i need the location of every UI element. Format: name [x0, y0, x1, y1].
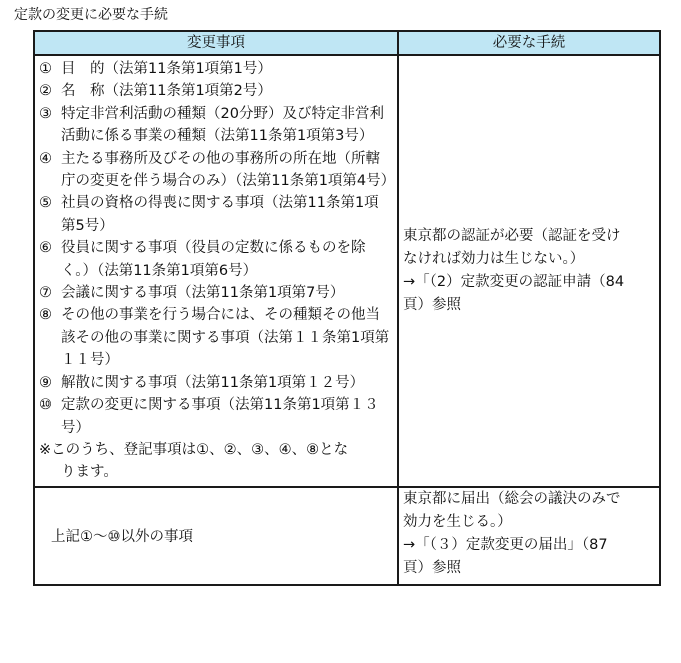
procedure-notification-cell — [398, 487, 660, 585]
item-number: ⑦ — [39, 285, 52, 302]
item-text: 社員の資格の得喪に関する事項（法第11条第1項第5号） — [61, 195, 379, 234]
item-text: 解散に関する事項（法第11条第1項第１２号） — [61, 374, 365, 391]
list-item — [39, 394, 393, 439]
list-item — [39, 103, 393, 148]
list-item — [39, 80, 393, 102]
amendment-procedure-table — [33, 30, 661, 586]
item-text: 主たる事務所及びその他の事務所の所在地（所轄庁の変更を伴う場合のみ）（法第11条第1項第4号） — [61, 150, 396, 190]
item-number: ⑨ — [39, 374, 52, 391]
change-items-list — [35, 56, 397, 486]
table-row — [34, 487, 660, 585]
item-number: ② — [39, 83, 52, 100]
procedure-reference: →「（2）定款変更の認証申請（84 — [403, 273, 625, 290]
item-text: 目 的（法第11条第1項第1号） — [61, 61, 272, 77]
item-number: ③ — [39, 105, 52, 122]
item-number: ① — [39, 61, 52, 77]
item-text: 特定非営利活動の種類（20分野）及び特定非営利活動に係る事業の種類（法第11条第1項第3号） — [61, 105, 384, 145]
table-caption: 定款の変更に必要な手続 — [14, 7, 168, 23]
procedure-reference: 頁）参照 — [403, 296, 461, 313]
other-items-cell: 上記①～⑩以外の事項 — [34, 487, 398, 585]
list-item — [39, 282, 393, 304]
list-item — [39, 148, 396, 193]
note-tail: ります。 — [61, 464, 118, 481]
table-row — [34, 55, 660, 487]
header-required-procedure: 必要な手続 — [398, 31, 660, 55]
item-text: その他の事業を行う場合には、その種類その他当該その他の事業に関する事項（法第１１条第1項第１１号） — [61, 307, 390, 369]
item-number: ⑤ — [39, 195, 52, 212]
item-text: 定款の変更に関する事項（法第11条第1項第１３号） — [61, 397, 379, 436]
procedure-approval-cell — [398, 55, 660, 487]
item-number: ⑧ — [39, 307, 52, 324]
procedure-line: なければ効力は生じない。） — [403, 250, 585, 267]
procedure-line: 効力を生じる。） — [403, 513, 512, 530]
item-text: 役員に関する事項（役員の定数に係るものを除く。）（法第11条第1項第6号） — [61, 240, 366, 279]
item-number: ⑩ — [39, 397, 52, 414]
procedure-line: 東京都の認証が必要（認証を受け — [403, 227, 621, 244]
procedure-reference: 頁）参照 — [403, 559, 461, 576]
list-item — [39, 372, 393, 394]
list-item — [39, 192, 393, 237]
change-items-cell — [34, 55, 398, 487]
registration-note — [39, 439, 393, 484]
list-item — [39, 58, 393, 80]
list-item — [39, 237, 393, 282]
procedure-line: 東京都に届出（総会の議決のみで — [403, 490, 621, 507]
list-item — [39, 304, 393, 371]
procedure-reference: →「（３）定款変更の届出」（87 — [403, 536, 608, 553]
note-head: ※このうち、登記事項は①、②、③、④、⑧とな — [39, 441, 349, 458]
item-number: ⑥ — [39, 240, 52, 257]
item-text: 会議に関する事項（法第11条第1項第7号） — [61, 285, 345, 302]
item-text: 名 称（法第11条第1項第2号） — [61, 83, 272, 100]
item-number: ④ — [39, 150, 52, 167]
header-row — [34, 31, 660, 55]
header-change-items: 変更事項 — [34, 31, 398, 55]
